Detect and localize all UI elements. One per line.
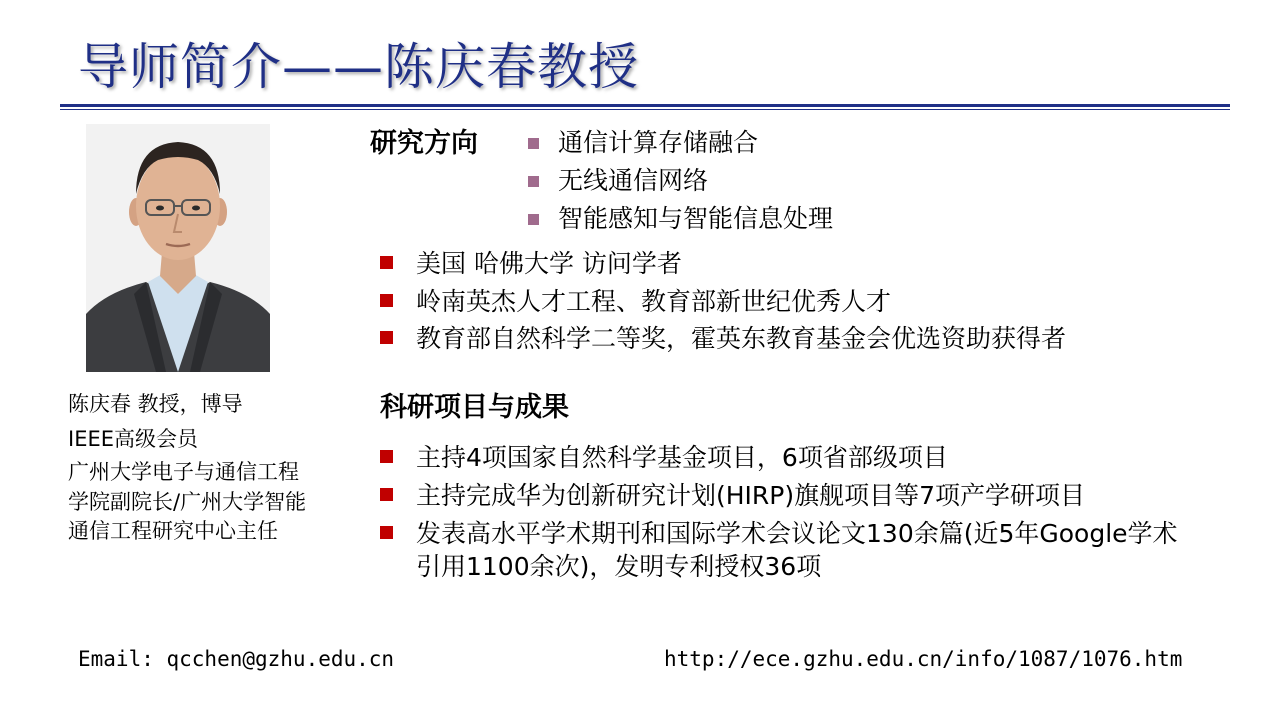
square-bullet-icon [380, 294, 393, 307]
square-bullet-icon [380, 450, 393, 463]
honor-item [380, 285, 891, 318]
research-item [528, 203, 833, 235]
square-bullet-icon [380, 256, 393, 269]
honor-item-text: 教育部自然科学二等奖，霍英东教育基金会优选资助获得者 [416, 324, 1067, 353]
square-bullet-icon [380, 488, 393, 501]
profile-position-line: 通信工程研究中心主任 [68, 519, 278, 543]
research-item-text: 无线通信网络 [558, 166, 709, 195]
square-bullet-icon [528, 214, 539, 225]
honor-item [380, 322, 1066, 355]
website-url: http://ece.gzhu.edu.cn/info/1087/1076.htm [664, 647, 1183, 671]
profile-ieee: IEEE高级会员 [68, 427, 198, 451]
research-item [528, 127, 758, 159]
research-item-text: 智能感知与智能信息处理 [558, 204, 834, 233]
profile-position-line: 广州大学电子与通信工程 [68, 460, 299, 484]
project-item-text: 发表高水平学术期刊和国际学术会议论文130余篇(近5年Google学术引用1100余次)，发明专利授权36项 [416, 519, 1178, 581]
title-divider-thin [60, 109, 1230, 110]
profile-position-line: 学院副院长/广州大学智能 [68, 490, 307, 514]
project-item [380, 441, 948, 474]
honor-item-text: 美国 哈佛大学 访问学者 [416, 249, 682, 278]
portrait-photo [86, 124, 270, 372]
square-bullet-icon [380, 526, 393, 539]
research-heading: 研究方向 [370, 128, 478, 159]
slide-title: 导师简介——陈庆春教授 [78, 38, 639, 96]
project-item [380, 517, 1196, 583]
project-item [380, 479, 1085, 512]
profile-name: 陈庆春 教授，博导 [68, 392, 243, 416]
square-bullet-icon [528, 176, 539, 187]
email-text: Email: qcchen@gzhu.edu.cn [78, 647, 395, 671]
honor-item [380, 247, 682, 280]
honor-item-text: 岭南英杰人才工程、教育部新世纪优秀人才 [416, 287, 892, 316]
project-item-text: 主持4项国家自然科学基金项目，6项省部级项目 [416, 443, 948, 472]
research-item-text: 通信计算存储融合 [558, 128, 759, 157]
project-item-text: 主持完成华为创新研究计划(HIRP)旗舰项目等7项产学研项目 [416, 481, 1086, 510]
title-divider [60, 104, 1230, 107]
projects-heading: 科研项目与成果 [380, 392, 569, 423]
research-item [528, 165, 708, 197]
square-bullet-icon [528, 138, 539, 149]
square-bullet-icon [380, 331, 393, 344]
